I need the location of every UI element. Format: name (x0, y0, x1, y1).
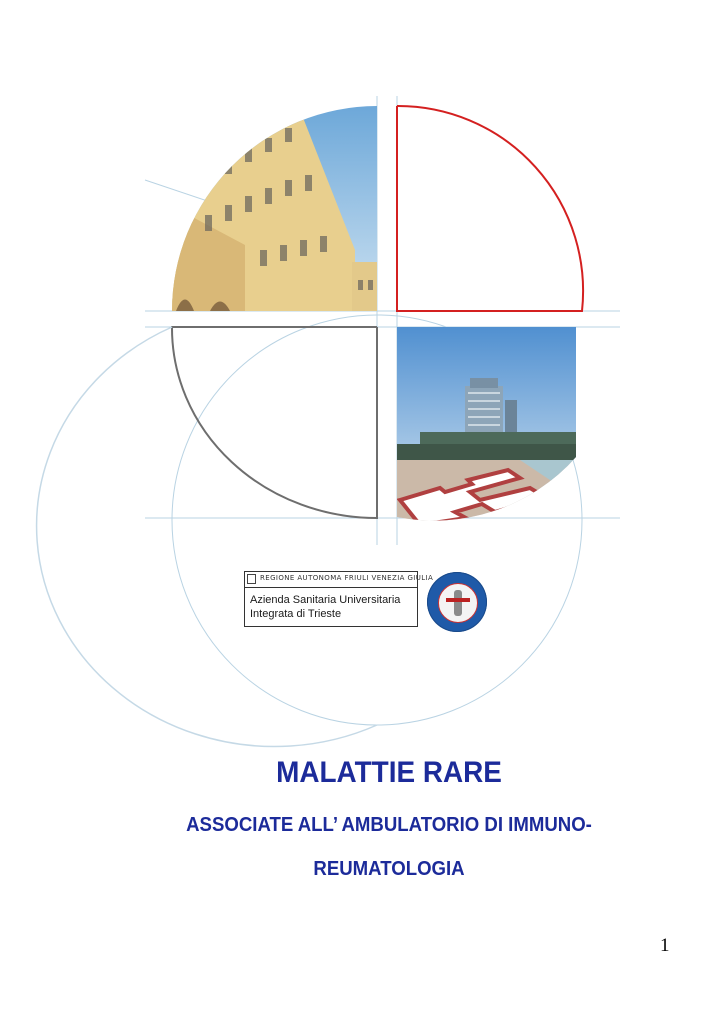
document-subtitle-line2: REUMATOLOGIA (313, 858, 465, 880)
university-seal-icon (427, 572, 487, 632)
region-name: REGIONE AUTONOMA FRIULI VENEZIA GIULIA (260, 574, 434, 582)
org-name-line2: Integrata di Trieste (250, 608, 342, 620)
document-title: MALATTIE RARE (276, 756, 502, 789)
org-name-line1: Azienda Sanitaria Universitaria (250, 594, 401, 606)
hospital-photo (395, 325, 580, 530)
page-number: 1 (660, 935, 670, 956)
building-photo (170, 100, 380, 315)
gray-quarter-arc (172, 327, 377, 518)
region-emblem-icon (247, 574, 256, 584)
organization-logo (244, 571, 434, 627)
document-subtitle-line1: ASSOCIATE ALL’ AMBULATORIO DI IMMUNO- (186, 814, 592, 836)
red-quarter-arc (397, 106, 583, 311)
region-header (245, 572, 434, 588)
